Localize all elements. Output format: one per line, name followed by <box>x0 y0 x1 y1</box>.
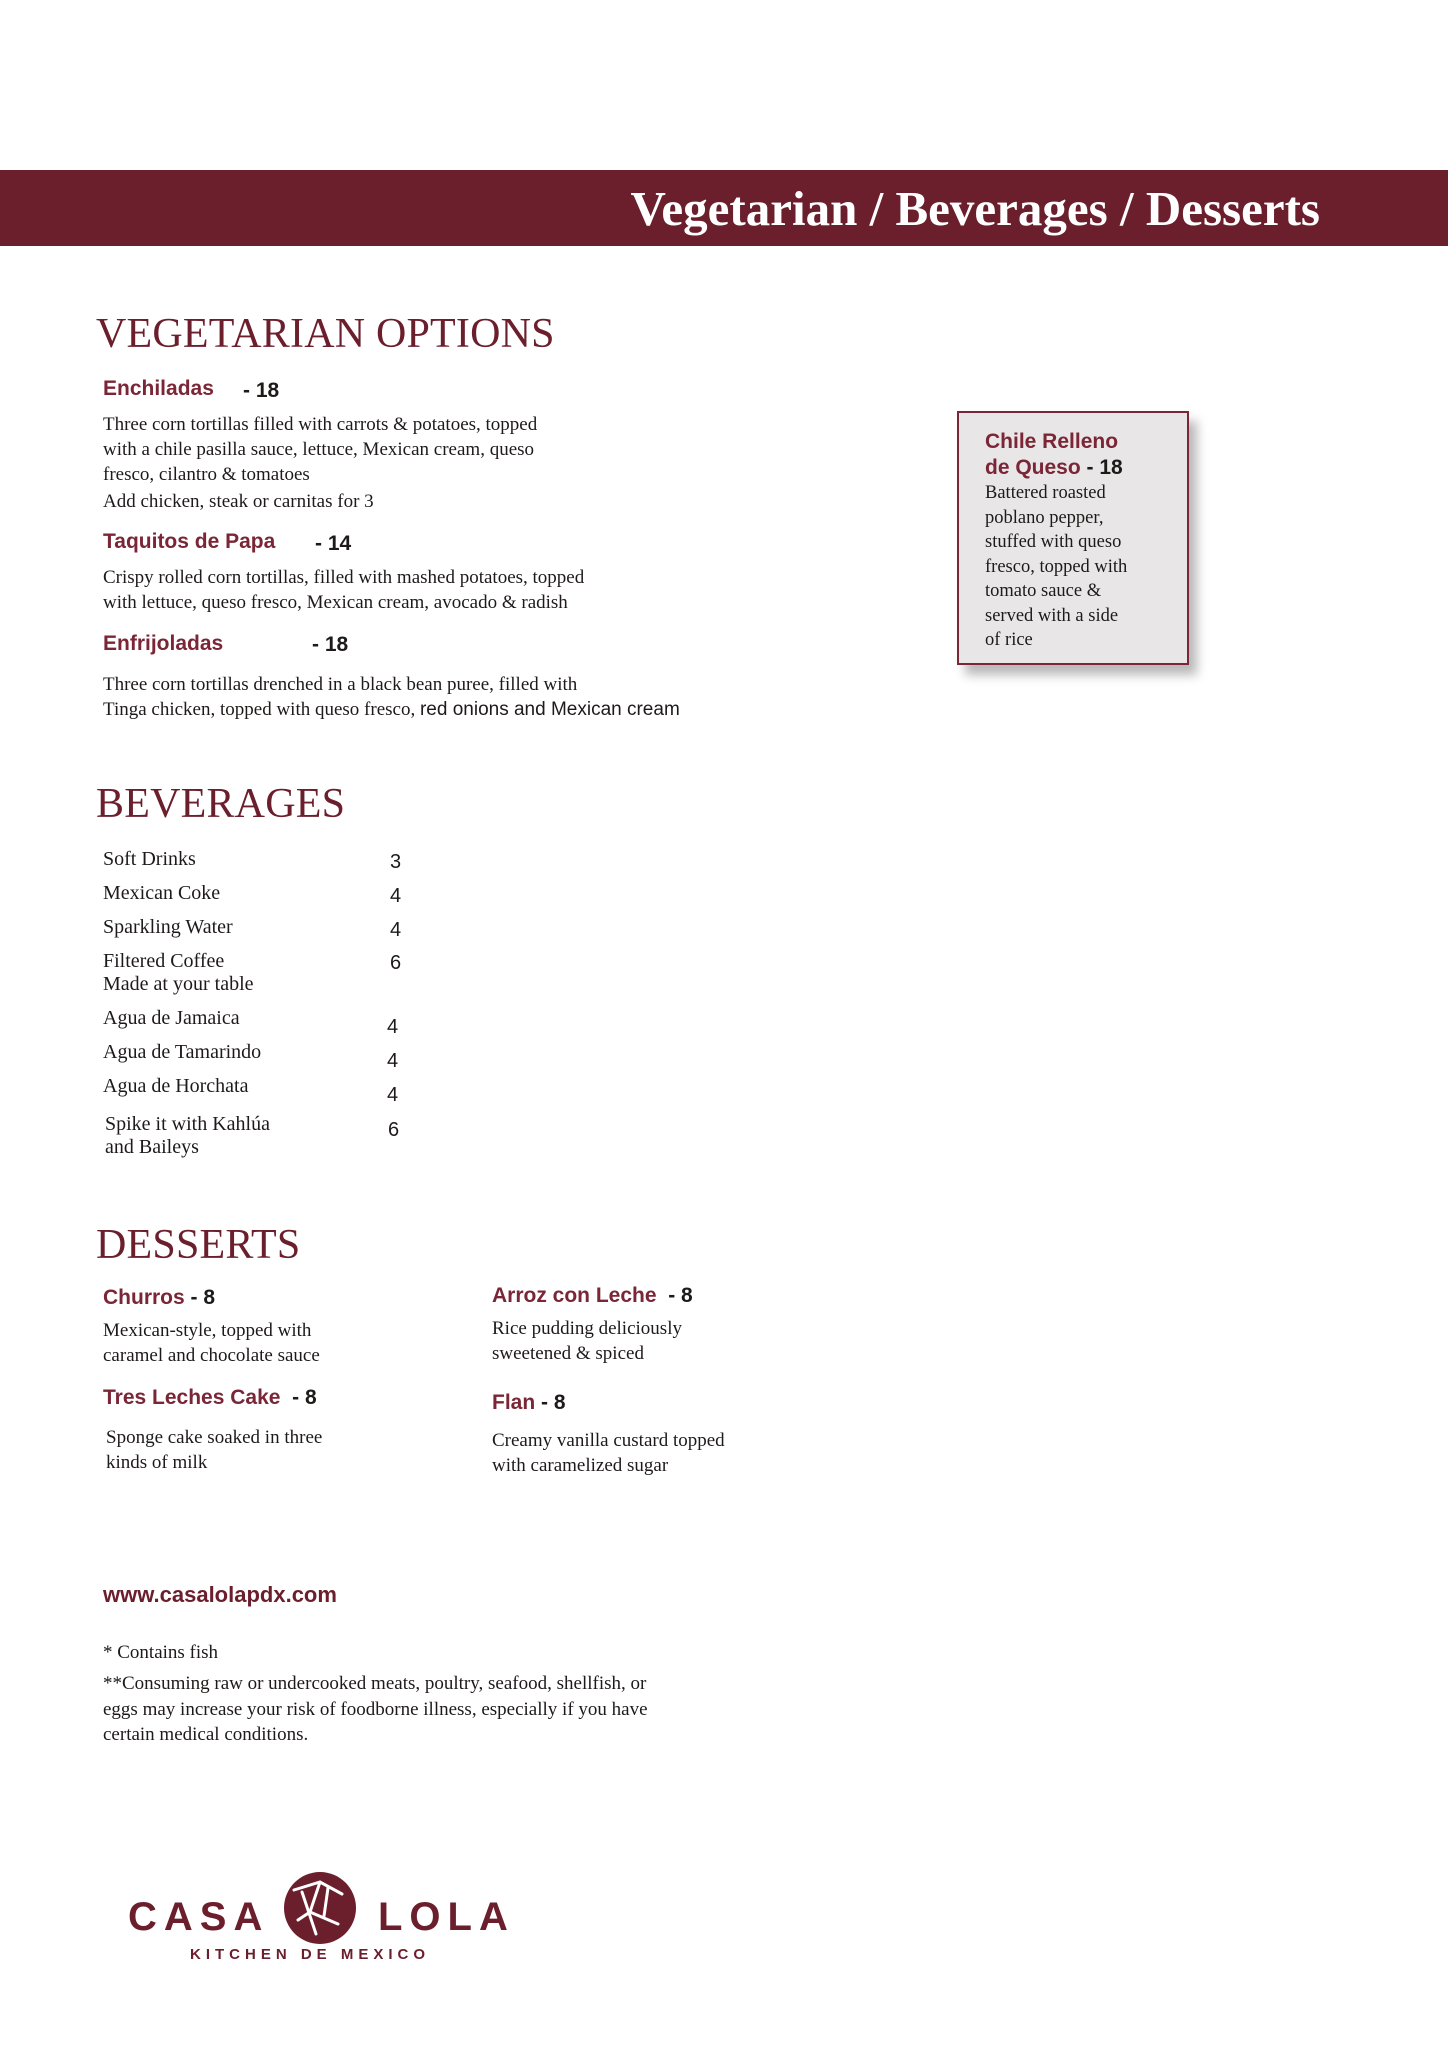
dessert-price: - 8 <box>292 1386 317 1409</box>
warning-line: **Consuming raw or undercooked meats, poultry, seafood, shellfish, or <box>103 1673 647 1694</box>
featured-item-price: - 18 <box>1086 456 1123 479</box>
dessert-price: - 8 <box>190 1286 216 1309</box>
desc-line: Three corn tortillas drenched in a black bean puree, filled with <box>103 674 578 695</box>
menu-item-description <box>103 672 680 722</box>
desc-line: kinds of milk <box>106 1452 208 1473</box>
desc-line: poblano pepper, <box>985 507 1104 528</box>
logo-word-casa: CASA <box>128 1895 270 1939</box>
menu-item-price: - 18 <box>243 379 280 402</box>
beverages-heading: BEVERAGES <box>96 781 346 827</box>
desc-line: tomato sauce & <box>985 581 1102 601</box>
health-warning <box>103 1671 648 1748</box>
menu-item-name: Enfrijoladas <box>103 632 224 655</box>
desc-line: Mexican-style, topped with <box>103 1320 312 1341</box>
desserts-heading: DESSERTS <box>96 1222 301 1268</box>
dessert-description <box>492 1428 725 1478</box>
desc-line: served with a side <box>985 605 1119 626</box>
menu-item-price: - 18 <box>312 633 349 656</box>
header-banner <box>0 170 1448 246</box>
dessert-description <box>103 1318 320 1368</box>
featured-item-name <box>985 429 1123 481</box>
desc-line <box>103 697 680 722</box>
desc-line: Sponge cake soaked in three <box>106 1427 323 1448</box>
beverage-name-line: Filtered Coffee <box>103 950 225 972</box>
dessert-description <box>492 1316 682 1366</box>
beverage-name: Mexican Coke <box>103 882 221 904</box>
fish-note: * Contains fish <box>103 1642 219 1663</box>
beverage-price: 4 <box>387 1050 399 1072</box>
desc-line: sweetened & spiced <box>492 1343 644 1364</box>
beverage-name: Agua de Tamarindo <box>103 1041 262 1063</box>
dessert-name <box>492 1391 566 1415</box>
desc-line: Creamy vanilla custard topped <box>492 1430 725 1451</box>
desc-line: with a chile pasilla sauce, lettuce, Mexican cream, queso <box>103 439 535 460</box>
desc-line: of rice <box>985 630 1033 650</box>
dessert-price: - 8 <box>668 1284 693 1307</box>
dessert-name <box>103 1286 215 1310</box>
beverage-price: 4 <box>387 1084 399 1106</box>
menu-item-price: - 14 <box>315 532 352 555</box>
featured-item-box <box>957 411 1189 665</box>
desc-line: with caramelized sugar <box>492 1455 669 1476</box>
beverage-name <box>103 950 254 996</box>
desc-line: Three corn tortillas filled with carrots & potatoes, topped <box>103 414 538 435</box>
featured-name-line: Chile Relleno <box>985 430 1119 453</box>
dessert-description <box>106 1425 322 1475</box>
dessert-name-text: Arroz con Leche <box>492 1284 657 1307</box>
menu-item-name: Taquitos de Papa <box>103 530 276 553</box>
desc-line: Battered roasted <box>985 483 1106 503</box>
desc-line: with lettuce, queso fresco, Mexican cream, avocado & radish <box>103 592 568 613</box>
beverage-name-line: Spike it with Kahlúa <box>105 1113 270 1135</box>
dessert-name <box>103 1386 317 1410</box>
desc-line: caramel and chocolate sauce <box>103 1345 320 1366</box>
beverage-price: 6 <box>390 952 402 974</box>
vegetarian-heading: VEGETARIAN OPTIONS <box>96 311 555 357</box>
beverage-price: 4 <box>390 919 402 941</box>
desc-line: fresco, cilantro & tomatoes <box>103 464 310 485</box>
logo-word-lola: LOLA <box>378 1895 515 1939</box>
dessert-name-text: Flan <box>492 1391 536 1414</box>
dessert-name <box>492 1284 693 1308</box>
beverage-name-line: and Baileys <box>105 1136 199 1158</box>
beverage-name: Sparkling Water <box>103 916 233 938</box>
menu-item-description <box>103 412 537 487</box>
desc-line: Crispy rolled corn tortillas, filled with mashed potatoes, topped <box>103 567 585 588</box>
desc-line: Rice pudding deliciously <box>492 1318 682 1339</box>
beverage-price: 3 <box>390 851 402 873</box>
warning-line: certain medical conditions. <box>103 1724 309 1745</box>
desc-line: fresco, topped with <box>985 556 1128 577</box>
website-link[interactable]: www.casalolapdx.com <box>103 1582 337 1607</box>
desc-line: stuffed with queso <box>985 532 1122 552</box>
desc-text: Tinga chicken, topped with queso fresco, <box>103 699 420 720</box>
casa-lola-tile-icon <box>280 1868 360 1948</box>
dessert-price: - 8 <box>541 1391 566 1414</box>
menu-item-name: Enchiladas <box>103 377 214 400</box>
menu-item-description <box>103 565 584 615</box>
warning-line: eggs may increase your risk of foodborne illness, especially if you have <box>103 1698 648 1720</box>
beverage-name: Agua de Horchata <box>103 1075 249 1097</box>
menu-item-addon: Add chicken, steak or carnitas for 3 <box>103 491 374 512</box>
beverage-price: 6 <box>388 1119 400 1141</box>
featured-item-description <box>985 481 1185 653</box>
beverage-name: Agua de Jamaica <box>103 1007 240 1029</box>
dessert-name-text: Churros <box>103 1286 185 1309</box>
beverage-name <box>105 1113 270 1159</box>
page-title: Vegetarian / Beverages / Desserts <box>630 181 1320 236</box>
desc-text: red onions and Mexican cream <box>419 699 680 720</box>
beverage-price: 4 <box>387 1016 399 1038</box>
featured-name-text: de Queso <box>985 456 1081 479</box>
logo-tagline: KITCHEN DE MEXICO <box>190 1946 431 1963</box>
beverage-name-line: Made at your table <box>103 973 254 995</box>
beverage-price: 4 <box>390 885 402 907</box>
featured-name-line <box>985 455 1123 481</box>
beverage-name: Soft Drinks <box>103 848 196 870</box>
dessert-name-text: Tres Leches Cake <box>103 1386 281 1409</box>
